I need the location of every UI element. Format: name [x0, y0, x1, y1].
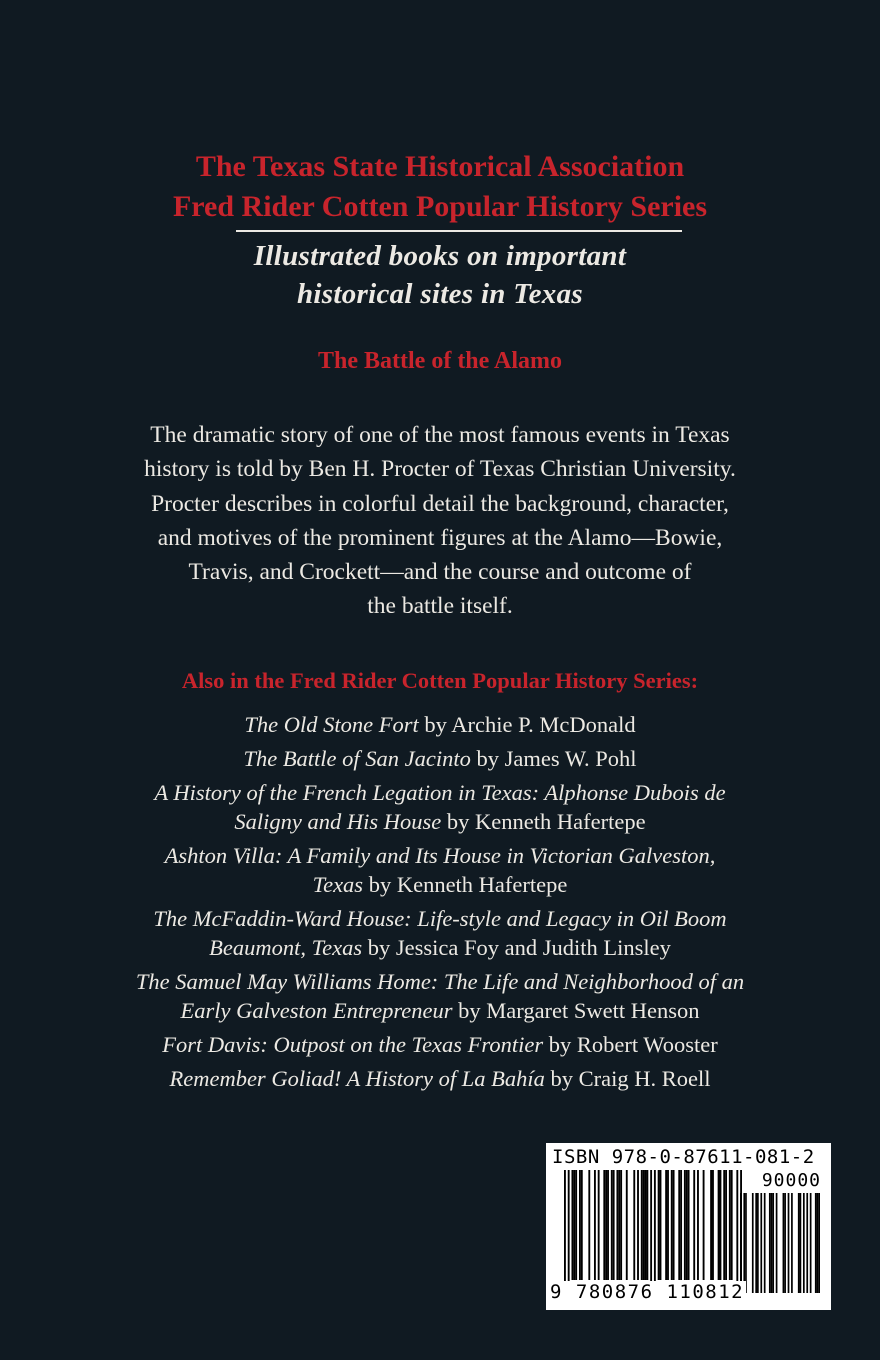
book-list-author: by Craig H. Roell [544, 1066, 711, 1091]
book-list-title: Early Galveston Entrepreneur [180, 998, 453, 1023]
supplement-bar [745, 1193, 747, 1293]
book-list-line [60, 710, 820, 739]
description-line: the battle itself. [367, 593, 513, 620]
barcode-bar [575, 1170, 577, 1280]
barcode-bar [571, 1170, 573, 1280]
barcode-bar [686, 1170, 688, 1280]
book-list-title: Ashton Villa: A Family and Its House in Victorian Galveston, [164, 843, 716, 868]
barcode-bar [573, 1170, 575, 1280]
ean13-bars [564, 1170, 742, 1290]
barcode-bar [650, 1170, 652, 1290]
description-line: The dramatic story of one of the most famous events in Texas [150, 422, 730, 448]
tagline-line-2: historical sites in Texas [296, 278, 583, 310]
barcode-bar [618, 1170, 620, 1280]
barcode-bar [688, 1170, 690, 1280]
isbn-barcode [546, 1143, 831, 1310]
book-list-line [60, 967, 820, 996]
book-list-line [60, 1030, 820, 1059]
book-list-title: A History of the French Legation in Texas: Alphonse Dubois de [154, 780, 726, 805]
book-list-item [60, 841, 820, 899]
barcode-bar [718, 1170, 720, 1280]
barcode-bar [637, 1170, 639, 1280]
book-list-line [60, 841, 820, 870]
barcode-bar [607, 1170, 609, 1280]
barcode-bar [605, 1170, 607, 1280]
book-list-line [60, 904, 820, 933]
barcode-bar [710, 1170, 712, 1280]
supplement-bar [771, 1193, 773, 1293]
barcode-bar [723, 1170, 725, 1280]
supplement-bar [776, 1193, 778, 1293]
barcode-bar [725, 1170, 727, 1280]
supplement-bar [817, 1193, 819, 1293]
book-list-author: by Kenneth Hafertepe [363, 872, 568, 897]
supplement-bar [755, 1193, 757, 1293]
book-list-item [60, 967, 820, 1025]
supplement-bar [772, 1193, 774, 1293]
book-list-line [60, 870, 820, 899]
isbn-label: ISBN 978-0-87611-081-2 [552, 1146, 815, 1168]
supplement-bar [803, 1193, 805, 1293]
barcode-bar [684, 1170, 686, 1280]
barcode-bar [641, 1170, 643, 1280]
barcode-bar [671, 1170, 673, 1280]
book-list [60, 710, 820, 1098]
barcode-bar [658, 1170, 660, 1280]
book-list-item [60, 1030, 820, 1059]
barcode-bar [697, 1170, 699, 1280]
book-list-title: Fort Davis: Outpost on the Texas Frontier [162, 1032, 544, 1057]
book-title: The Battle of the Alamo [318, 348, 562, 374]
barcode-bar [579, 1170, 581, 1280]
barcode-bar [680, 1170, 682, 1280]
book-list-title: Saligny and His House [234, 809, 442, 834]
book-list-title: The McFaddin-Ward House: Life-style and Legacy in Oil Boom [153, 906, 727, 931]
supplement-bar [784, 1193, 786, 1293]
supplement-bar [740, 1193, 742, 1293]
barcode-bar [645, 1170, 647, 1280]
barcode-bar [712, 1170, 714, 1280]
supplement-bar [798, 1193, 800, 1293]
book-list-line [60, 933, 820, 962]
supplement-bar [757, 1193, 759, 1293]
supplement-bar [760, 1193, 762, 1293]
barcode-bar [646, 1170, 648, 1280]
barcode-bar [594, 1170, 596, 1280]
barcode-bar [673, 1170, 675, 1280]
barcode-bar [611, 1170, 613, 1280]
book-list-title: The Battle of San Jacinto [243, 746, 471, 771]
supplement-bar [810, 1193, 812, 1293]
description-line: Procter describes in colorful detail the background, character, [151, 490, 729, 517]
barcode-bar [731, 1170, 733, 1280]
barcode-bar [581, 1170, 583, 1280]
barcode-bar [736, 1170, 738, 1290]
book-list-line [60, 996, 820, 1025]
book-list-line [60, 807, 820, 836]
supplement-bar [791, 1193, 793, 1293]
ean5-supplement-bars [740, 1193, 820, 1293]
barcode-bar [568, 1170, 570, 1290]
book-list-author: by Archie P. McDonald [418, 712, 636, 737]
supplement-bar [788, 1193, 790, 1293]
tagline-line-1: Illustrated books on important [253, 240, 627, 272]
book-list-line [60, 744, 820, 773]
book-list-author: by Margaret Swett Henson [452, 998, 700, 1023]
barcode-bar [616, 1170, 618, 1280]
barcode-bar [564, 1170, 566, 1290]
supplement-bar [818, 1193, 820, 1293]
supplement-bar [800, 1193, 802, 1293]
barcode-bar [703, 1170, 705, 1280]
book-list-item [60, 710, 820, 739]
book-list-title: The Old Stone Fort [244, 712, 419, 737]
description-line: Travis, and Crockett—and the course and outcome of [188, 559, 692, 586]
description [90, 418, 790, 624]
barcode-bar [693, 1170, 695, 1280]
book-list-line [60, 778, 820, 807]
barcode-bar [643, 1170, 645, 1280]
barcode-bar [678, 1170, 680, 1280]
book-list-author: by James W. Pohl [470, 746, 637, 771]
book-list-title: Texas [312, 872, 364, 897]
ean-digits: 9 780876 110812 [550, 1281, 745, 1303]
barcode-bar [588, 1170, 590, 1280]
barcode-bar [603, 1170, 605, 1280]
book-list-title: Remember Goliad! A History of La Bahía [169, 1066, 545, 1091]
book-list-item [60, 904, 820, 962]
barcode-bar [613, 1170, 615, 1280]
book-list-title: The Samuel May Williams Home: The Life and Neighborhood of an [135, 969, 745, 994]
book-list-author: by Jessica Foy and Judith Linsley [362, 935, 671, 960]
book-list-author: by Robert Wooster [543, 1032, 718, 1057]
book-list-author: by Kenneth Hafertepe [441, 809, 646, 834]
supplement-bar [806, 1193, 808, 1293]
supplement-bar [783, 1193, 785, 1293]
book-list-item [60, 778, 820, 836]
barcode-bar [720, 1170, 722, 1280]
barcode-bar [665, 1170, 667, 1280]
description-line: and motives of the prominent figures at the Alamo—Bowie, [157, 524, 723, 551]
series-name: Fred Rider Cotten Popular History Series [172, 190, 708, 223]
publisher-line: The Texas State Historical Association [195, 150, 685, 183]
barcode-bar [729, 1170, 731, 1280]
supplement-bar [743, 1193, 745, 1293]
barcode-bar [598, 1170, 600, 1280]
also-in-series-heading: Also in the Fred Rider Cotten Popular History Series: [181, 668, 699, 693]
supplement-bar [815, 1193, 817, 1293]
barcode-bar [620, 1170, 622, 1280]
barcode-bar [667, 1170, 669, 1280]
book-list-line [60, 1064, 820, 1093]
divider-rule [236, 230, 682, 232]
barcode-bar [654, 1170, 656, 1290]
book-list-item [60, 1064, 820, 1093]
barcode-bar [626, 1170, 628, 1280]
barcode-bar [633, 1170, 635, 1280]
book-list-item [60, 744, 820, 773]
book-list-title: Beaumont, Texas [209, 935, 363, 960]
supplement-bar [752, 1193, 754, 1293]
description-line: history is told by Ben H. Procter of Texas Christian University. [144, 456, 736, 483]
price-code: 90000 [761, 1170, 821, 1191]
barcode-bar [660, 1170, 662, 1280]
supplement-bar [769, 1193, 771, 1293]
supplement-bar [764, 1193, 766, 1293]
